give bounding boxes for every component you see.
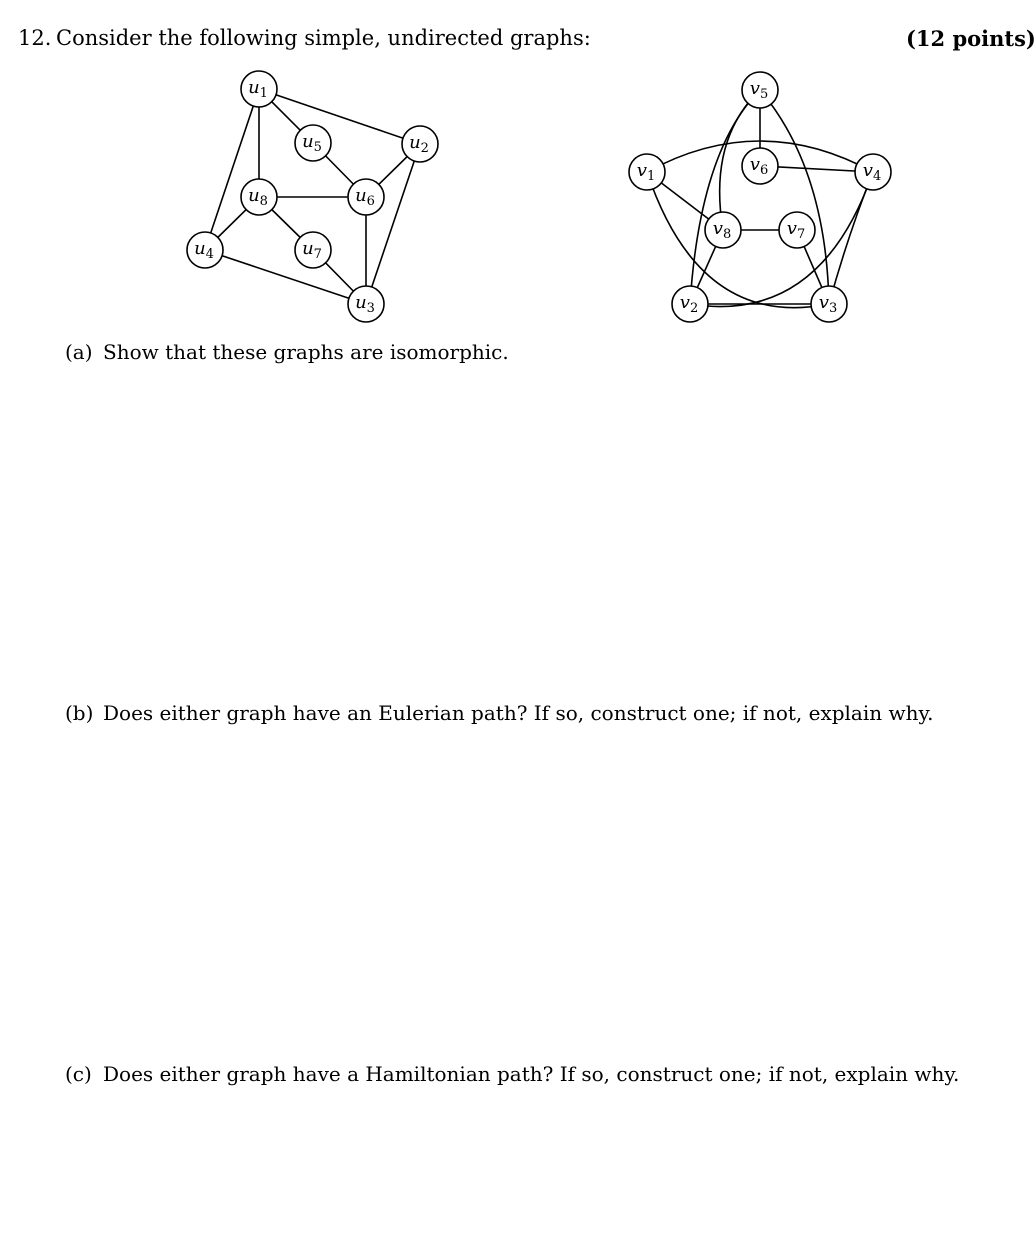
graph-v-node-label: $v_4$ [862,160,882,184]
graph-v-node-label: $v_7$ [786,218,806,242]
question-number: 12. [18,26,52,50]
question-points: (12 points) [906,26,1036,51]
graph-v-edge-v5-v2 [690,90,760,304]
graph-u-node-u3 [348,286,384,322]
graph-u-node-label: $u_8$ [248,185,268,209]
graph-u-edge-u4-u3 [205,250,366,304]
graph-v-edge-v5-v3 [760,90,829,304]
graph-u-node-u5 [295,125,331,161]
part-c-label: (c) [65,1062,92,1086]
graph-u-edge-u1-u2 [259,89,420,144]
part-a [65,340,945,370]
graph-u-edge-u1-u4 [205,89,259,250]
part-b-text: Does either graph have an Eulerian path? If so, construct one; if not, explain why. [103,701,934,725]
graph-v-node-label: $v_2$ [679,292,699,316]
graph-u-node-u6 [348,179,384,215]
part-b-label: (b) [65,701,94,725]
graph-u-node-label: $u_4$ [194,238,214,262]
graph-v-node-label: $v_6$ [749,154,769,178]
part-a-label: (a) [65,340,93,364]
graph-v-node-v2 [672,286,708,322]
graph-v-node-label: $v_3$ [818,292,838,316]
graph-v-node-v8 [705,212,741,248]
graph-v [629,72,891,322]
graph-v-node-v7 [779,212,815,248]
graph-v-node-v6 [742,148,778,184]
question-text: Consider the following simple, undirected graphs: [56,26,591,50]
graph-u-node-u2 [402,126,438,162]
graph-u-node-u4 [187,232,223,268]
graph-u-node-label: $u_3$ [355,292,375,316]
graph-u-node-label: $u_7$ [302,238,322,262]
part-a-text: Show that these graphs are isomorphic. [103,340,509,364]
graph-v-edge-v4-v3 [829,172,873,304]
graph-v-node-label: $v_5$ [749,78,769,102]
graph-u-node-u7 [295,232,331,268]
graph-u-node-label: $u_5$ [302,131,322,155]
part-b [65,701,945,731]
part-c [65,1062,965,1092]
graph-u [187,71,438,322]
graph-v-node-v3 [811,286,847,322]
graph-v-node-v5 [742,72,778,108]
graph-v-node-label: $v_1$ [636,160,656,184]
graph-u-node-u8 [241,179,277,215]
graph-u-node-label: $u_6$ [355,185,375,209]
graph-u-edge-u2-u3 [366,144,420,304]
graph-u-node-label: $u_2$ [409,132,429,156]
graph-u-node-u1 [241,71,277,107]
graphs-figure [0,0,988,340]
part-c-text: Does either graph have a Hamiltonian path? If so, construct one; if not, explain why. [103,1062,960,1086]
graph-v-node-v1 [629,154,665,190]
graph-u-node-label: $u_1$ [248,77,268,101]
graph-v-node-label: $v_8$ [712,218,732,242]
graph-v-node-v4 [855,154,891,190]
